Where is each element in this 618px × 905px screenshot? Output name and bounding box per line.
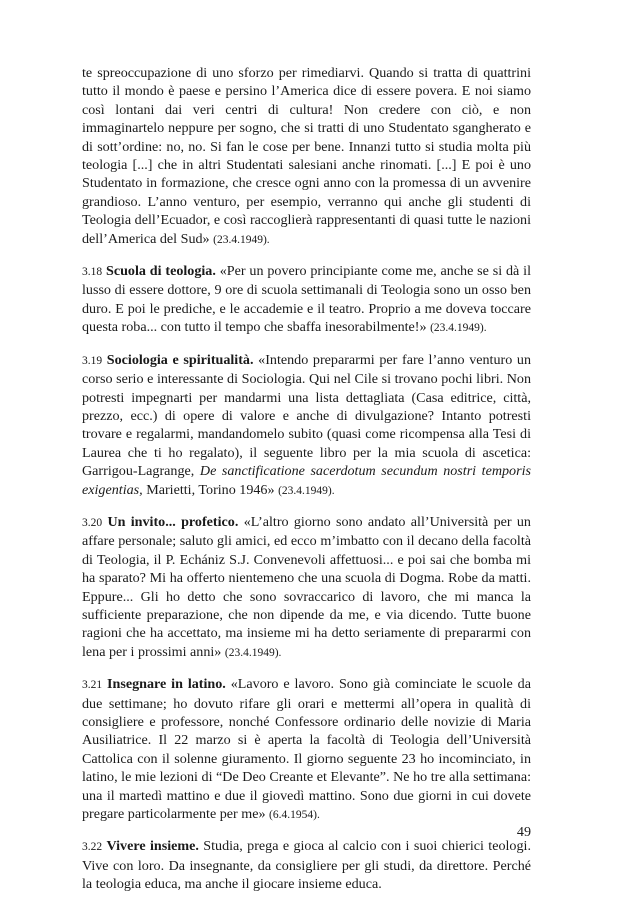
letter-date: (23.4.1949). (213, 233, 270, 246)
intro-paragraph (82, 64, 531, 249)
page-body (82, 64, 531, 894)
section-heading: Un invito... profetico. (107, 513, 239, 530)
section-3-21 (82, 675, 531, 824)
section-number: 3.20 (82, 516, 103, 529)
section-heading: Sociologia e spiritualità. (106, 351, 254, 368)
section-text: Studia, prega e gioca al calcio con i suoi chierici teologi. Vive con loro. Da insegnante, da consigliere per gli studi, da direttore. Perché la teologia educa, ma anche il giocare insieme educa. (82, 838, 531, 893)
section-number: 3.19 (82, 354, 103, 367)
letter-date: (23.4.1949). (430, 322, 487, 335)
section-number: 3.22 (82, 841, 103, 854)
section-3-20 (82, 513, 531, 662)
section-number: 3.18 (82, 266, 103, 279)
page-number: 49 (516, 824, 531, 840)
section-heading: Vivere insieme. (106, 838, 199, 855)
section-text: «Lavoro e lavoro. Sono già cominciate le scuole da due settimane; ho dovuto rifare gli orari e mettermi all’opera in qualità di consigliere e professore, nonché Confessore ordinario delle novizie di Maria Ausiliatrice. Il 22 marzo si è aperta la facoltà di Teologia dell’Università Cattolica con il solenne giuramento. Il giorno seguente 23 ho incominciato, in latino, le mie lezioni di “De Deo Creante et Elevante”. Ne ho tre alla settimana: una il martedì mattino e due il giovedì mattino. Sono due giorni in cui dovete pregare particolarmente per me» (82, 676, 531, 823)
section-text-continued: Marietti, Torino 1946» (146, 481, 275, 498)
section-heading: Insegnare in latino. (107, 676, 226, 693)
section-text: «L’altro giorno sono andato all’Università per un affare personale; saluto gli amici, ed ecco m’imbatto con il decano della facoltà di Teologia, il P. Echániz S.J. Convenevoli affettuosi... e poi sai che bomba mi ha sparato? Mi ha offerto nientemeno che una scuola di Dogma. Robe da matti. Eppure... Gli ho detto che sono sovraccarico di lavoro, che mi manca la sufficiente preparazione, che non dipende da me, e via dicendo. Tutte buone ragioni che ha accettato, ma insieme mi ha detto seriamente di prepararmi con lena per i prossimi anni» (82, 513, 531, 660)
section-heading: Scuola di teologia. (105, 263, 216, 280)
section-3-19 (82, 351, 531, 500)
section-number: 3.21 (82, 679, 103, 692)
letter-date: (23.4.1949). (224, 646, 282, 659)
book-title: De sanctificatione sacerdotum secundum nostri temporis exigentias, (82, 463, 531, 498)
section-3-22 (82, 837, 531, 893)
section-text: «Per un povero principiante come me, anche se si dà il lusso di essere dottore, 9 ore di scuola settimanali di Teologia sono un osso ben duro. E poi le prediche, e le accademie e il teatro. Proprio a me doveva toccare questa roba... con tutto il tempo che sbaffa inesorabilmente!» (82, 263, 531, 336)
letter-date: (6.4.1954). (269, 809, 320, 822)
section-3-18 (82, 262, 531, 338)
paragraph-text: te spreoccupazione di uno sforzo per rimediarvi. Quando si tratta di quattrini tutto il mondo è paese e persino l’America dice di essere povera. E noi siamo così lontani dai veri centri di cultura! Non credere con ciò, e non immaginartelo neppure per sogno, che si tratti di uno Studentato sgangherato e di sott’ordine: no, no. Si fan le cose per bene. Innanzi tutto si studia molta più teologia [...] che in altri Studentati salesiani anche rinomati. [...] E poi è uno Studentato in formazione, che cresce ogni anno con la promessa di un avvenire grandioso. L’anno venturo, per esempio, verranno qui anche gli studenti di Teologia dell’Ecuador, e così raccoglierà rappresentanti di quasi tutte le nazioni dell’America del Sud» (82, 65, 531, 247)
letter-date: (23.4.1949). (278, 484, 335, 497)
section-text: «Intendo prepararmi per fare l’anno venturo un corso serio e interessante di Sociologia. Qui nel Cile si trovano pochi libri. Non potresti impegnarti per mandarmi una lista dettagliata (Casa editrice, città, prezzo, ecc.) di opere di valore e anche di divulgazione? Intanto potresti trovare e regalarmi, mandandomelo subito (quasi come ricompensa alla Tesi di Laurea che ti ho regalato), il seguente libro per la mia scuola di ascetica: Garrigou-Lagrange, (82, 351, 531, 480)
